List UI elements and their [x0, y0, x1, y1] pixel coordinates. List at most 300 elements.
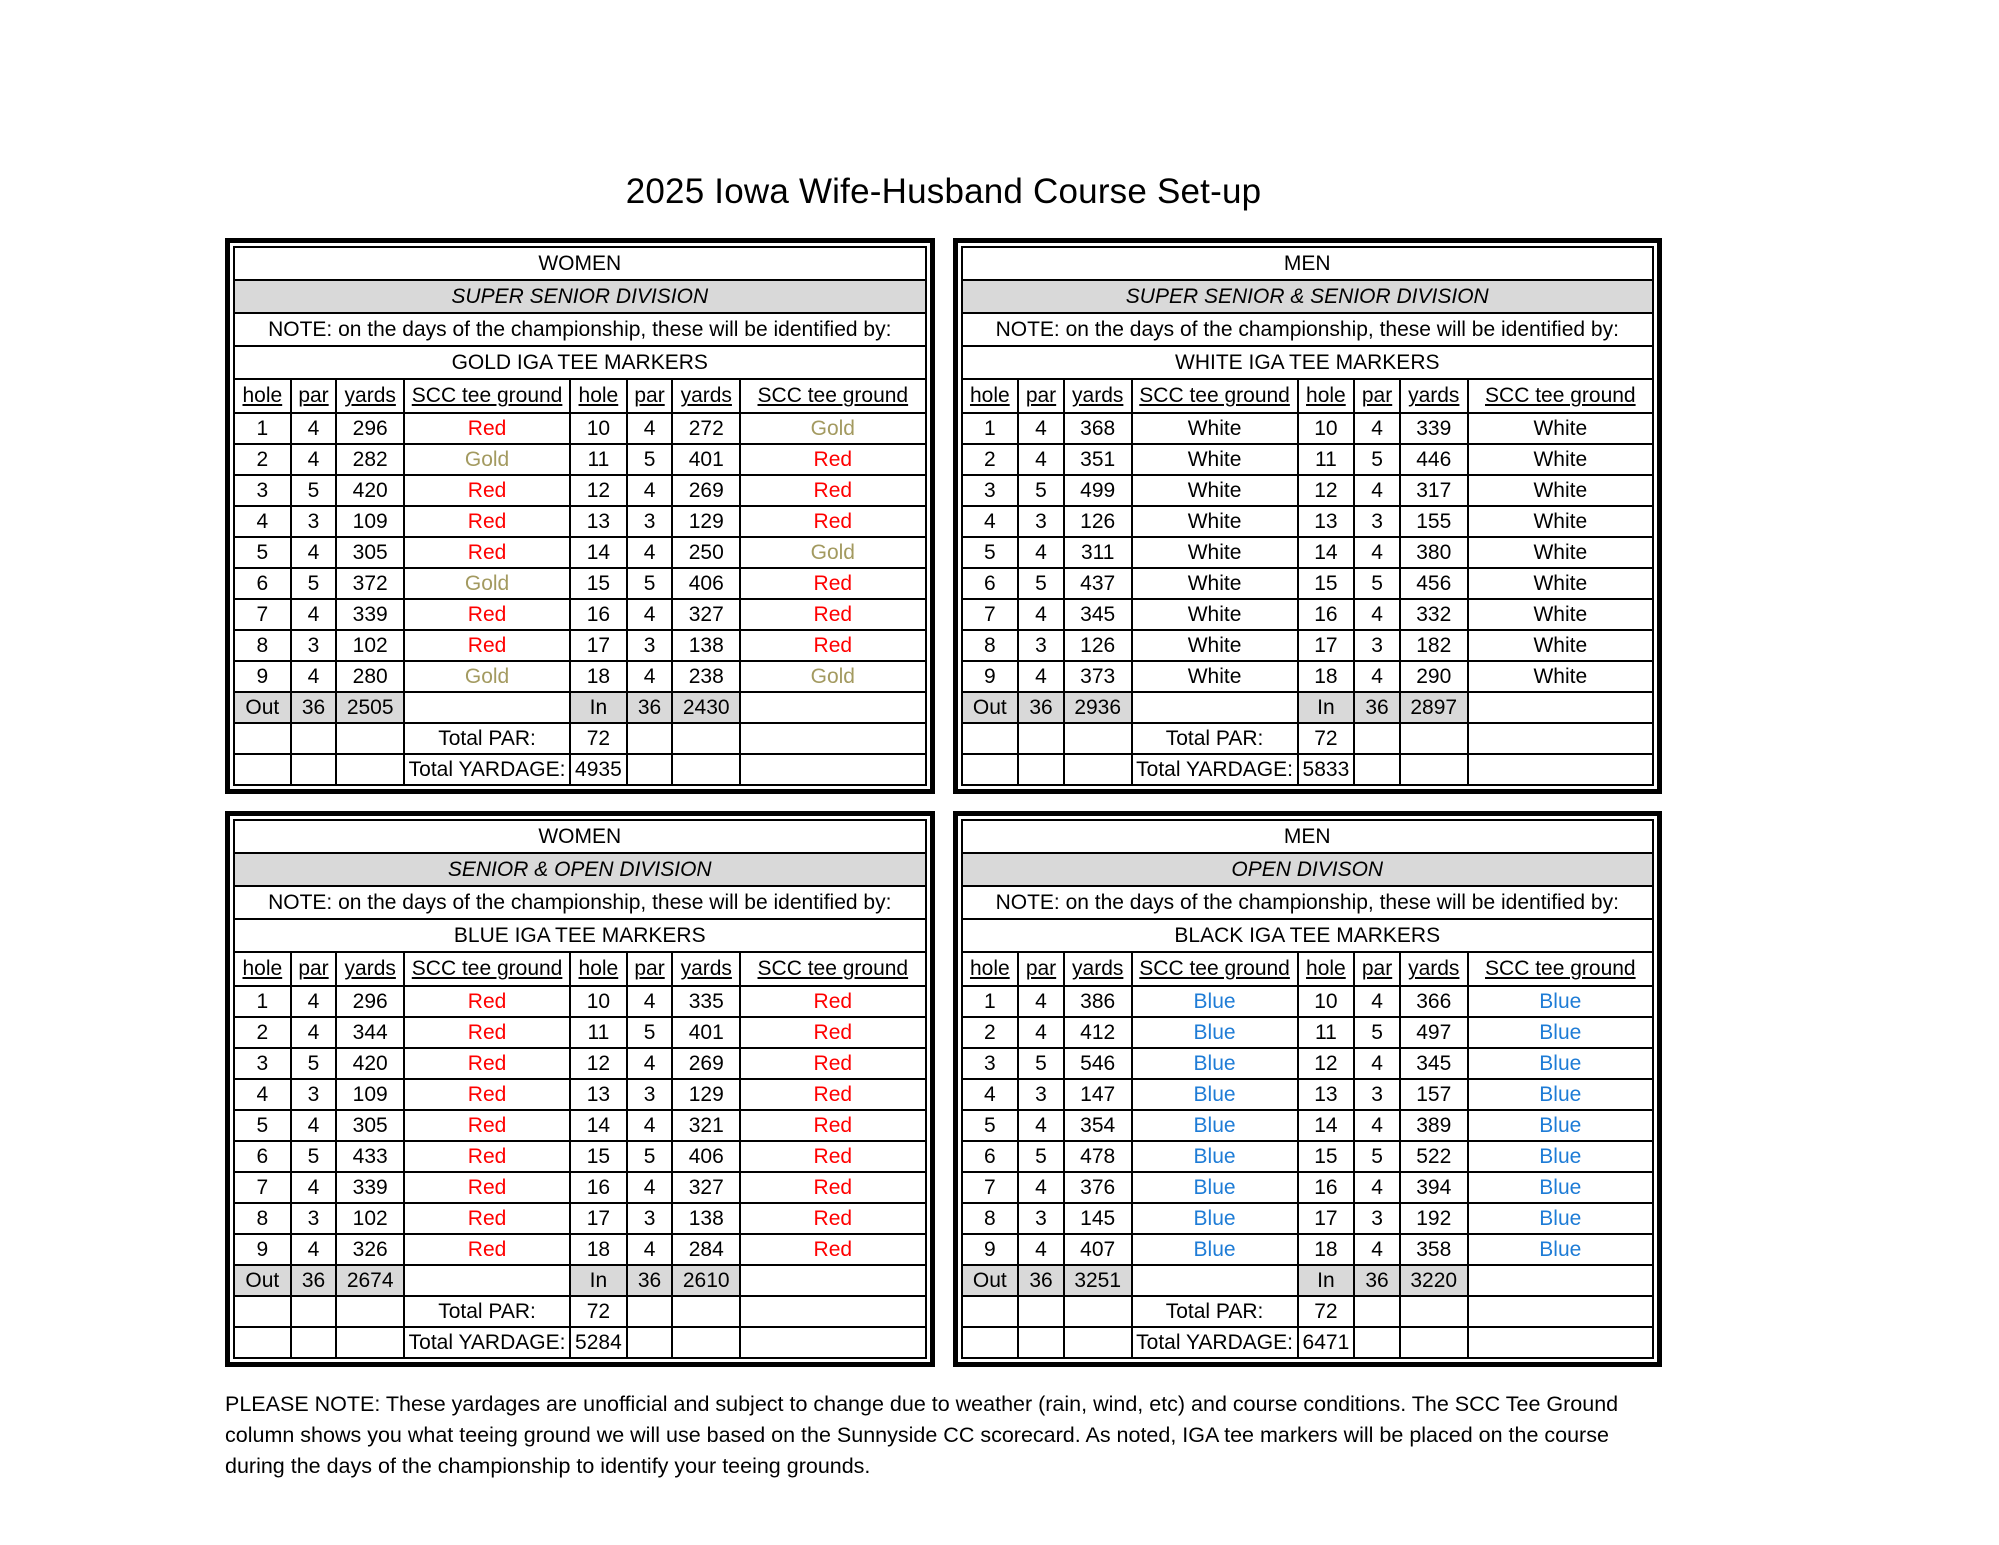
- blank-cell: [672, 1327, 740, 1358]
- tee-ground-cell: White: [1468, 661, 1653, 692]
- out-par-cell: 36: [1018, 692, 1064, 723]
- tee-ground-cell: White: [1132, 506, 1298, 537]
- tee-ground-cell: Blue: [1132, 1017, 1298, 1048]
- scorecard-women-senior-open: [225, 811, 935, 1367]
- par-cell: 5: [1354, 444, 1400, 475]
- yards-cell: 345: [1064, 599, 1132, 630]
- tee-ground-cell: Red: [740, 1203, 925, 1234]
- in-label: In: [1298, 1265, 1355, 1296]
- in-label: In: [1298, 692, 1355, 723]
- hole-cell: 8: [234, 1203, 291, 1234]
- out-yards-cell: 2674: [336, 1265, 404, 1296]
- blank-cell: [1018, 723, 1064, 754]
- yards-cell: 406: [672, 1141, 740, 1172]
- yards-cell: 386: [1064, 986, 1132, 1017]
- par-cell: 4: [627, 1172, 673, 1203]
- note-row: NOTE: on the days of the championship, these will be identified by:: [962, 313, 1654, 346]
- yards-cell: 305: [336, 537, 404, 568]
- tee-ground-cell: Red: [404, 1141, 570, 1172]
- hole-cell: 2: [234, 1017, 291, 1048]
- in-par-cell: 36: [627, 692, 673, 723]
- hole-cell: 17: [570, 1203, 627, 1234]
- tee-ground-cell: Red: [740, 1048, 925, 1079]
- yards-cell: 394: [1400, 1172, 1468, 1203]
- blank-cell: [336, 754, 404, 785]
- par-column-header: par: [1354, 952, 1400, 986]
- blank-cell: [740, 754, 925, 785]
- blank-cell: [740, 723, 925, 754]
- markers-row: BLACK IGA TEE MARKERS: [962, 919, 1654, 952]
- par-cell: 3: [291, 1203, 337, 1234]
- yards-cell: 109: [336, 1079, 404, 1110]
- yards-cell: 332: [1400, 599, 1468, 630]
- blank-cell: [291, 723, 337, 754]
- par-column-header: par: [627, 379, 673, 413]
- tee-ground-cell: White: [1132, 568, 1298, 599]
- par-cell: 4: [1354, 986, 1400, 1017]
- hole-column-header: hole: [1298, 952, 1355, 986]
- hole-cell: 5: [962, 537, 1019, 568]
- total-par-value: 72: [570, 1296, 627, 1327]
- tee-ground-cell: Blue: [1132, 1048, 1298, 1079]
- tee-ground-cell: Gold: [740, 661, 925, 692]
- scc-tee-ground-column-header: SCC tee ground: [740, 952, 925, 986]
- yards-cell: 282: [336, 444, 404, 475]
- yards-cell: 129: [672, 1079, 740, 1110]
- hole-cell: 3: [234, 475, 291, 506]
- tee-ground-cell: Red: [404, 1110, 570, 1141]
- blank-cell: [1064, 754, 1132, 785]
- hole-column-header: hole: [570, 379, 627, 413]
- hole-cell: 9: [962, 661, 1019, 692]
- yards-cell: 317: [1400, 475, 1468, 506]
- yards-cell: 433: [336, 1141, 404, 1172]
- total-yardage-value: 5284: [570, 1327, 627, 1358]
- tee-ground-cell: Red: [740, 1172, 925, 1203]
- hole-cell: 4: [234, 1079, 291, 1110]
- par-cell: 5: [1018, 568, 1064, 599]
- footer-note: PLEASE NOTE: These yardages are unofficial and subject to change due to weather (rain, wind, etc) and course conditions. The SCC Tee Ground column shows you what teeing ground we will use based on the Sunnyside CC scorecard. As noted, IGA tee markers will be placed on the course during the days of the championship to identify your teeing grounds.: [225, 1392, 1619, 1479]
- par-cell: 5: [291, 1141, 337, 1172]
- hole-cell: 6: [962, 1141, 1019, 1172]
- yards-cell: 339: [336, 599, 404, 630]
- scc-tee-ground-column-header: SCC tee ground: [404, 379, 570, 413]
- yards-cell: 238: [672, 661, 740, 692]
- par-cell: 4: [291, 1234, 337, 1265]
- hole-cell: 10: [1298, 413, 1355, 444]
- hole-cell: 12: [570, 1048, 627, 1079]
- scorecard-women-super-senior: [225, 238, 935, 794]
- par-column-header: par: [1018, 952, 1064, 986]
- hole-cell: 11: [1298, 444, 1355, 475]
- par-cell: 3: [291, 1079, 337, 1110]
- yards-cell: 126: [1064, 630, 1132, 661]
- yards-cell: 102: [336, 1203, 404, 1234]
- total-par-value: 72: [1298, 723, 1355, 754]
- tee-ground-cell: Red: [404, 1234, 570, 1265]
- par-cell: 4: [627, 413, 673, 444]
- par-cell: 4: [1018, 444, 1064, 475]
- tee-ground-cell: Red: [404, 537, 570, 568]
- blank-cell: [1468, 754, 1653, 785]
- hole-cell: 12: [570, 475, 627, 506]
- yards-cell: 327: [672, 1172, 740, 1203]
- par-cell: 5: [291, 475, 337, 506]
- hole-cell: 13: [1298, 1079, 1355, 1110]
- yards-cell: 305: [336, 1110, 404, 1141]
- blank-cell: [1354, 754, 1400, 785]
- par-cell: 4: [1354, 1048, 1400, 1079]
- yards-cell: 269: [672, 1048, 740, 1079]
- blank-cell: [1468, 723, 1653, 754]
- blank-cell: [1400, 754, 1468, 785]
- blank-cell: [627, 1327, 673, 1358]
- scc-tee-ground-column-header: SCC tee ground: [404, 952, 570, 986]
- par-cell: 4: [291, 537, 337, 568]
- par-cell: 4: [1354, 537, 1400, 568]
- blank-cell: [1018, 1327, 1064, 1358]
- tee-ground-cell: White: [1132, 537, 1298, 568]
- par-cell: 5: [1354, 1141, 1400, 1172]
- yards-cell: 389: [1400, 1110, 1468, 1141]
- total-par-value: 72: [1298, 1296, 1355, 1327]
- total-par-label: Total PAR:: [404, 723, 570, 754]
- tee-ground-cell: Blue: [1132, 1234, 1298, 1265]
- blank-cell: [234, 1296, 291, 1327]
- yards-cell: 339: [1400, 413, 1468, 444]
- yards-cell: 157: [1400, 1079, 1468, 1110]
- blank-cell: [1018, 754, 1064, 785]
- blank-cell: [672, 754, 740, 785]
- hole-cell: 4: [962, 506, 1019, 537]
- hole-cell: 9: [234, 661, 291, 692]
- in-yards-cell: 3220: [1400, 1265, 1468, 1296]
- blank-cell: [336, 1296, 404, 1327]
- scc-tee-ground-column-header: SCC tee ground: [1132, 952, 1298, 986]
- in-yards-cell: 2897: [1400, 692, 1468, 723]
- hole-cell: 6: [234, 568, 291, 599]
- total-yardage-value: 4935: [570, 754, 627, 785]
- par-cell: 3: [627, 630, 673, 661]
- blank-cell: [234, 723, 291, 754]
- yards-cell: 284: [672, 1234, 740, 1265]
- tee-ground-cell: Red: [404, 986, 570, 1017]
- hole-cell: 6: [962, 568, 1019, 599]
- blank-cell: [1018, 1296, 1064, 1327]
- hole-cell: 8: [234, 630, 291, 661]
- hole-cell: 11: [570, 1017, 627, 1048]
- total-yardage-label: Total YARDAGE:: [1132, 754, 1298, 785]
- blank-cell: [962, 723, 1019, 754]
- blank-cell: [627, 1296, 673, 1327]
- division-header: SUPER SENIOR & SENIOR DIVISION: [962, 280, 1654, 313]
- hole-cell: 14: [570, 1110, 627, 1141]
- tee-ground-cell: White: [1468, 444, 1653, 475]
- blank-cell: [1064, 723, 1132, 754]
- hole-cell: 5: [962, 1110, 1019, 1141]
- hole-column-header: hole: [962, 379, 1019, 413]
- out-label: Out: [962, 692, 1019, 723]
- yards-cell: 522: [1400, 1141, 1468, 1172]
- par-cell: 4: [1018, 1172, 1064, 1203]
- blank-cell: [1400, 1296, 1468, 1327]
- yards-column-header: yards: [672, 379, 740, 413]
- yards-cell: 182: [1400, 630, 1468, 661]
- tee-ground-cell: White: [1132, 599, 1298, 630]
- yards-cell: 296: [336, 413, 404, 444]
- tee-ground-cell: White: [1132, 630, 1298, 661]
- blank-cell: [740, 1265, 925, 1296]
- content-area: [225, 172, 1662, 1504]
- par-cell: 4: [1018, 986, 1064, 1017]
- par-cell: 5: [627, 1141, 673, 1172]
- markers-row: GOLD IGA TEE MARKERS: [234, 346, 926, 379]
- yards-cell: 546: [1064, 1048, 1132, 1079]
- yards-cell: 372: [336, 568, 404, 599]
- yards-cell: 345: [1400, 1048, 1468, 1079]
- tee-ground-cell: White: [1468, 568, 1653, 599]
- yards-cell: 351: [1064, 444, 1132, 475]
- scc-tee-ground-column-header: SCC tee ground: [1132, 379, 1298, 413]
- tee-ground-cell: Blue: [1468, 1234, 1653, 1265]
- tee-ground-cell: Blue: [1468, 1079, 1653, 1110]
- division-header: SENIOR & OPEN DIVISION: [234, 853, 926, 886]
- par-cell: 3: [1354, 630, 1400, 661]
- par-cell: 4: [1018, 599, 1064, 630]
- par-cell: 4: [291, 599, 337, 630]
- blank-cell: [740, 1327, 925, 1358]
- blank-cell: [962, 754, 1019, 785]
- par-cell: 3: [1018, 506, 1064, 537]
- tee-ground-cell: White: [1132, 413, 1298, 444]
- yards-cell: 280: [336, 661, 404, 692]
- yards-cell: 327: [672, 599, 740, 630]
- blank-cell: [1468, 1296, 1653, 1327]
- yards-cell: 129: [672, 506, 740, 537]
- yards-cell: 499: [1064, 475, 1132, 506]
- hole-cell: 3: [962, 1048, 1019, 1079]
- yards-cell: 321: [672, 1110, 740, 1141]
- yards-column-header: yards: [1400, 379, 1468, 413]
- blank-cell: [336, 1327, 404, 1358]
- tee-ground-cell: Blue: [1468, 1048, 1653, 1079]
- blank-cell: [234, 1327, 291, 1358]
- blank-cell: [291, 754, 337, 785]
- par-column-header: par: [1018, 379, 1064, 413]
- par-cell: 4: [1018, 1110, 1064, 1141]
- hole-cell: 15: [570, 1141, 627, 1172]
- par-column-header: par: [291, 952, 337, 986]
- hole-cell: 18: [570, 1234, 627, 1265]
- hole-cell: 16: [570, 1172, 627, 1203]
- blank-cell: [1400, 1327, 1468, 1358]
- par-cell: 4: [627, 661, 673, 692]
- out-yards-cell: 2505: [336, 692, 404, 723]
- out-par-cell: 36: [291, 1265, 337, 1296]
- yards-cell: 138: [672, 630, 740, 661]
- yards-column-header: yards: [672, 952, 740, 986]
- par-cell: 4: [1354, 413, 1400, 444]
- tee-ground-cell: White: [1132, 444, 1298, 475]
- tee-ground-cell: White: [1468, 506, 1653, 537]
- scorecard-tables-grid: [225, 238, 1662, 1367]
- par-cell: 3: [1018, 1079, 1064, 1110]
- in-par-cell: 36: [1354, 692, 1400, 723]
- par-cell: 3: [1018, 1203, 1064, 1234]
- hole-cell: 14: [1298, 537, 1355, 568]
- in-yards-cell: 2430: [672, 692, 740, 723]
- scorecard-men-open: [953, 811, 1663, 1367]
- tee-ground-cell: Red: [404, 506, 570, 537]
- par-cell: 3: [1354, 1079, 1400, 1110]
- yards-cell: 456: [1400, 568, 1468, 599]
- blank-cell: [627, 754, 673, 785]
- tee-ground-cell: White: [1468, 599, 1653, 630]
- par-cell: 4: [1354, 599, 1400, 630]
- blank-cell: [962, 1296, 1019, 1327]
- hole-cell: 16: [570, 599, 627, 630]
- out-par-cell: 36: [1018, 1265, 1064, 1296]
- hole-column-header: hole: [234, 379, 291, 413]
- par-cell: 5: [1018, 1141, 1064, 1172]
- hole-cell: 15: [570, 568, 627, 599]
- hole-cell: 7: [962, 1172, 1019, 1203]
- par-column-header: par: [627, 952, 673, 986]
- yards-cell: 497: [1400, 1017, 1468, 1048]
- markers-row: WHITE IGA TEE MARKERS: [962, 346, 1654, 379]
- hole-cell: 10: [570, 413, 627, 444]
- yards-cell: 376: [1064, 1172, 1132, 1203]
- tee-ground-cell: Blue: [1132, 1141, 1298, 1172]
- note-row: NOTE: on the days of the championship, these will be identified by:: [962, 886, 1654, 919]
- yards-column-header: yards: [1400, 952, 1468, 986]
- hole-cell: 14: [1298, 1110, 1355, 1141]
- total-yardage-label: Total YARDAGE:: [1132, 1327, 1298, 1358]
- in-label: In: [570, 692, 627, 723]
- note-row: NOTE: on the days of the championship, these will be identified by:: [234, 313, 926, 346]
- yards-cell: 326: [336, 1234, 404, 1265]
- tee-ground-cell: Red: [404, 1172, 570, 1203]
- par-cell: 3: [627, 1203, 673, 1234]
- blank-cell: [1132, 1265, 1298, 1296]
- tee-ground-cell: Blue: [1468, 1172, 1653, 1203]
- par-cell: 3: [1354, 1203, 1400, 1234]
- hole-cell: 16: [1298, 1172, 1355, 1203]
- out-yards-cell: 3251: [1064, 1265, 1132, 1296]
- yards-cell: 380: [1400, 537, 1468, 568]
- blank-cell: [404, 1265, 570, 1296]
- tee-ground-cell: Red: [740, 1234, 925, 1265]
- par-cell: 4: [1018, 1017, 1064, 1048]
- hole-cell: 1: [234, 986, 291, 1017]
- hole-cell: 7: [234, 1172, 291, 1203]
- par-cell: 3: [291, 506, 337, 537]
- par-cell: 4: [1018, 661, 1064, 692]
- tee-ground-cell: White: [1132, 661, 1298, 692]
- tee-ground-cell: Red: [740, 1110, 925, 1141]
- yards-column-header: yards: [336, 379, 404, 413]
- tee-ground-cell: Blue: [1132, 986, 1298, 1017]
- hole-cell: 12: [1298, 475, 1355, 506]
- hole-cell: 5: [234, 537, 291, 568]
- hole-cell: 4: [962, 1079, 1019, 1110]
- hole-cell: 13: [570, 1079, 627, 1110]
- par-cell: 3: [627, 1079, 673, 1110]
- tee-ground-cell: Red: [404, 1079, 570, 1110]
- blank-cell: [1468, 1265, 1653, 1296]
- out-yards-cell: 2936: [1064, 692, 1132, 723]
- hole-cell: 13: [570, 506, 627, 537]
- tee-ground-cell: White: [1132, 475, 1298, 506]
- tee-ground-cell: Red: [740, 986, 925, 1017]
- par-cell: 4: [291, 413, 337, 444]
- hole-cell: 18: [570, 661, 627, 692]
- tee-ground-cell: White: [1468, 630, 1653, 661]
- tee-ground-cell: Blue: [1468, 986, 1653, 1017]
- yards-cell: 412: [1064, 1017, 1132, 1048]
- par-cell: 4: [627, 1048, 673, 1079]
- tee-ground-cell: Red: [740, 475, 925, 506]
- yards-cell: 406: [672, 568, 740, 599]
- blank-cell: [1132, 692, 1298, 723]
- tee-ground-cell: Blue: [1468, 1141, 1653, 1172]
- yards-cell: 358: [1400, 1234, 1468, 1265]
- in-par-cell: 36: [627, 1265, 673, 1296]
- tee-ground-cell: Gold: [404, 444, 570, 475]
- par-cell: 4: [1354, 475, 1400, 506]
- yards-cell: 145: [1064, 1203, 1132, 1234]
- blank-cell: [672, 1296, 740, 1327]
- blank-cell: [1468, 1327, 1653, 1358]
- par-cell: 4: [627, 537, 673, 568]
- blank-cell: [234, 754, 291, 785]
- yards-cell: 155: [1400, 506, 1468, 537]
- out-par-cell: 36: [291, 692, 337, 723]
- yards-cell: 192: [1400, 1203, 1468, 1234]
- tee-ground-cell: Red: [404, 630, 570, 661]
- yards-cell: 272: [672, 413, 740, 444]
- yards-cell: 420: [336, 475, 404, 506]
- hole-column-header: hole: [234, 952, 291, 986]
- blank-cell: [740, 1296, 925, 1327]
- yards-cell: 373: [1064, 661, 1132, 692]
- division-header: OPEN DIVISON: [962, 853, 1654, 886]
- par-cell: 4: [291, 661, 337, 692]
- par-cell: 4: [291, 444, 337, 475]
- yards-cell: 339: [336, 1172, 404, 1203]
- tee-ground-cell: White: [1468, 537, 1653, 568]
- tee-ground-cell: Red: [740, 506, 925, 537]
- par-cell: 4: [1354, 661, 1400, 692]
- par-cell: 5: [627, 568, 673, 599]
- tee-ground-cell: Red: [404, 475, 570, 506]
- yards-cell: 102: [336, 630, 404, 661]
- par-cell: 5: [1018, 475, 1064, 506]
- scorecard-men-super-senior-senior: [953, 238, 1663, 794]
- hole-cell: 6: [234, 1141, 291, 1172]
- tee-ground-cell: Blue: [1132, 1110, 1298, 1141]
- tee-ground-cell: White: [1468, 475, 1653, 506]
- hole-cell: 17: [1298, 630, 1355, 661]
- par-cell: 3: [627, 506, 673, 537]
- yards-cell: 147: [1064, 1079, 1132, 1110]
- tee-ground-cell: Red: [740, 1141, 925, 1172]
- total-yardage-value: 6471: [1298, 1327, 1355, 1358]
- hole-cell: 2: [962, 444, 1019, 475]
- par-cell: 4: [291, 986, 337, 1017]
- tee-ground-cell: Blue: [1468, 1203, 1653, 1234]
- group-header: WOMEN: [234, 247, 926, 280]
